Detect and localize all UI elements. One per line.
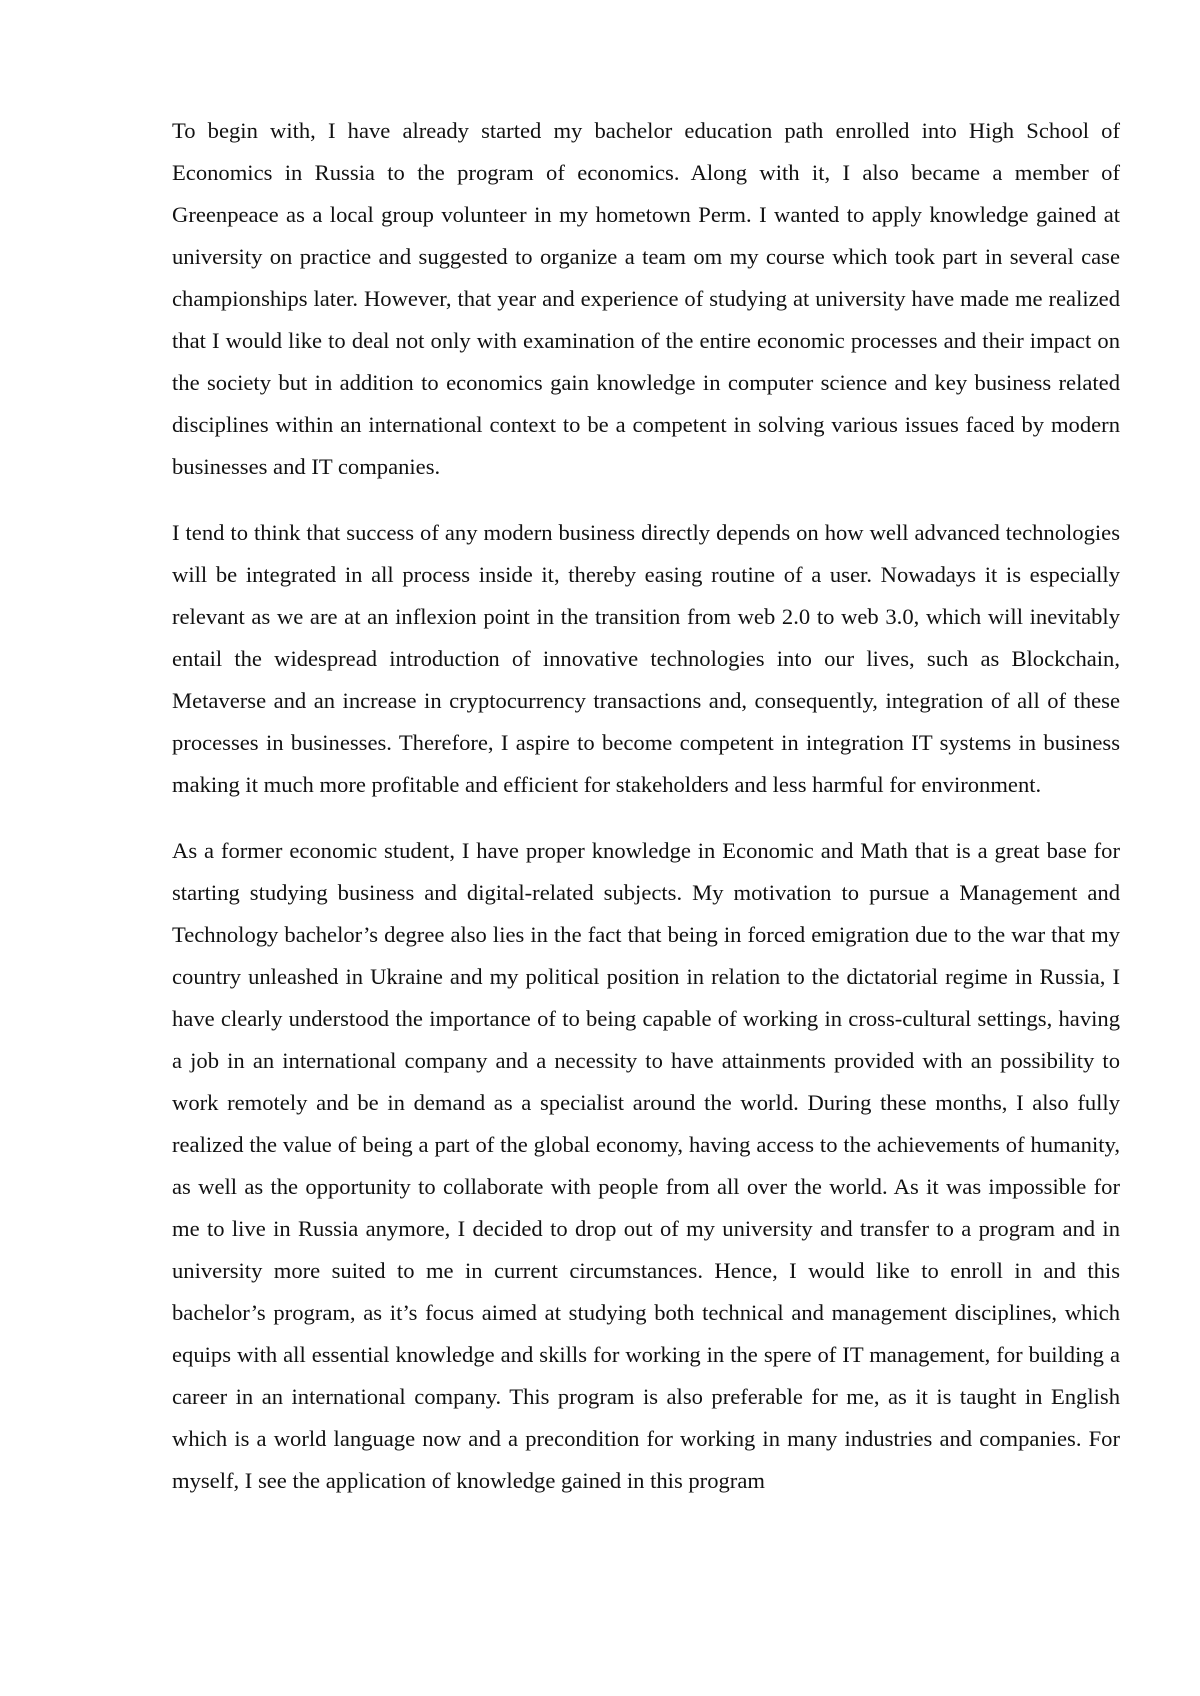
- paragraph-technology: I tend to think that success of any modern business directly depends on how well advanced technologies will be integrated in all process inside it, thereby easing routine of a user. Nowadays it is especially relevant as we are at an inflexion point in the transition from web 2.0 to web 3.0, which will inevitably entail the widespread introduction of innovative technologies into our lives, such as Blockchain, Metaverse and an increase in cryptocurrency transactions and, consequently, integration of all of these processes in businesses. Therefore, I aspire to become competent in integration IT systems in business making it much more profitable and efficient for stakeholders and less harmful for environment.: [172, 520, 1120, 797]
- paragraph-motivation: As a former economic student, I have proper knowledge in Economic and Math that is a great base for starting studying business and digital-related subjects. My motivation to pursue a Management and Technology bachelor’s degree also lies in the fact that being in forced emigration due to the war that my country unleashed in Ukraine and my political position in relation to the dictatorial regime in Russia, I have clearly understood the importance of to being capable of working in cross-cultural settings, having a job in an international company and a necessity to have attainments provided with an possibility to work remotely and be in demand as a specialist around the world. During these months, I also fully realized the value of being a part of the global economy, having access to the achievements of humanity, as well as the opportunity to collaborate with people from all over the world. As it was impossible for me to live in Russia anymore, I decided to drop out of my university and transfer to a program and in university more suited to me in current circumstances. Hence, I would like to enroll in and this bachelor’s program, as it’s focus aimed at studying both technical and management disciplines, which equips with all essential knowledge and skills for working in the spere of IT management, for building a career in an international company. This program is also preferable for me, as it is taught in English which is a world language now and a precondition for working in many industries and companies. For myself, I see the application of knowledge gained in this program: [172, 838, 1120, 1493]
- document-body: [172, 110, 1120, 1526]
- paragraph-education: To begin with, I have already started my bachelor education path enrolled into High School of Economics in Russia to the program of economics. Along with it, I also became a member of Greenpeace as a local group volunteer in my hometown Perm. I wanted to apply knowledge gained at university on practice and suggested to organize a team om my course which took part in several case championships later. However, that year and experience of studying at university have made me realized that I would like to deal not only with examination of the entire economic processes and their impact on the society but in addition to economics gain knowledge in computer science and key business related disciplines within an international context to be a competent in solving various issues faced by modern businesses and IT companies.: [172, 118, 1120, 479]
